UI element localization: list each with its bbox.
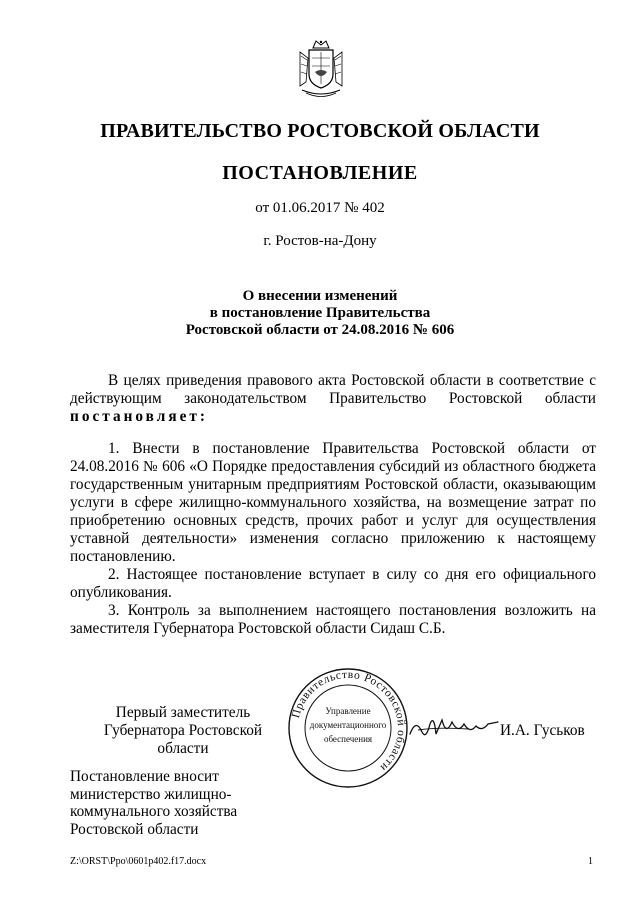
resolution-verb: постановляет: xyxy=(70,408,208,425)
preamble-text: В целях приведения правового акта Ростовской области в соответствие с действующим законодательством Правительство Ростовской области xyxy=(70,372,596,407)
signatory-title-line: Губернатора Ростовской области xyxy=(103,722,263,757)
handwritten-signature xyxy=(408,712,500,742)
signatory-name: И.А. Гуськов xyxy=(500,722,585,739)
official-stamp xyxy=(286,666,410,790)
resolution-item: 3. Контроль за выполнением настоящего постановления возложить на заместителя Губернатора Ростовской области Сидаш С.Б. xyxy=(70,602,596,637)
preamble-paragraph xyxy=(70,372,596,426)
submitter-line: Ростовской области xyxy=(70,820,199,838)
subject-line: Ростовской области от 24.08.2016 № 606 xyxy=(185,322,455,338)
submitter-line: министерство жилищно- xyxy=(70,785,232,803)
document-type: ПОСТАНОВЛЕНИЕ xyxy=(222,162,418,184)
preamble xyxy=(70,372,596,426)
organization-title: ПРАВИТЕЛЬСТВО РОСТОВСКОЙ ОБЛАСТИ xyxy=(100,120,540,142)
stamp-inner-line: документационного xyxy=(309,720,387,730)
submitter-line: коммунального хозяйства xyxy=(70,803,238,820)
coat-of-arms-icon xyxy=(296,38,346,100)
resolution-items xyxy=(70,440,596,638)
subject-line: в постановление Правительства xyxy=(209,305,431,321)
stamp-ring-text: Правительство Ростовской области xyxy=(290,668,408,774)
submitter-note xyxy=(70,768,237,838)
stamp-inner-line: обеспечения xyxy=(323,734,373,744)
resolution-item: 1. Внести в постановление Правительства Ростовской области от 24.08.2016 № 606 «О Порядке предоставления субсидий из областного бюджета государственным унитарным предприятиям Ростовской области, оказывающим услуги в сфере жилищно-коммунального хозяйства, на возмещение затрат по приобретению основных средств, прочих работ и услуг для осуществления уставной деятельности» изменения согласно приложению к настоящему постановлению. xyxy=(70,440,596,565)
subject-line: О внесении изменений xyxy=(242,288,398,304)
submitter-line: Постановление вносит xyxy=(70,768,219,785)
resolution-item: 2. Настоящее постановление вступает в силу со дня его официального опубликования. xyxy=(70,566,596,601)
date-number-line: от 01.06.2017 № 402 xyxy=(255,200,385,216)
signatory-title-line: Первый заместитель xyxy=(115,704,251,721)
city-line: г. Ростов-на-Дону xyxy=(263,233,377,249)
stamp-inner-line: Управление xyxy=(325,706,371,716)
page-number: 1 xyxy=(588,856,593,867)
signatory-title xyxy=(78,704,288,758)
file-path: Z:\ORST\Ppo\0601p402.f17.docx xyxy=(70,856,207,867)
document-subject xyxy=(0,288,640,339)
